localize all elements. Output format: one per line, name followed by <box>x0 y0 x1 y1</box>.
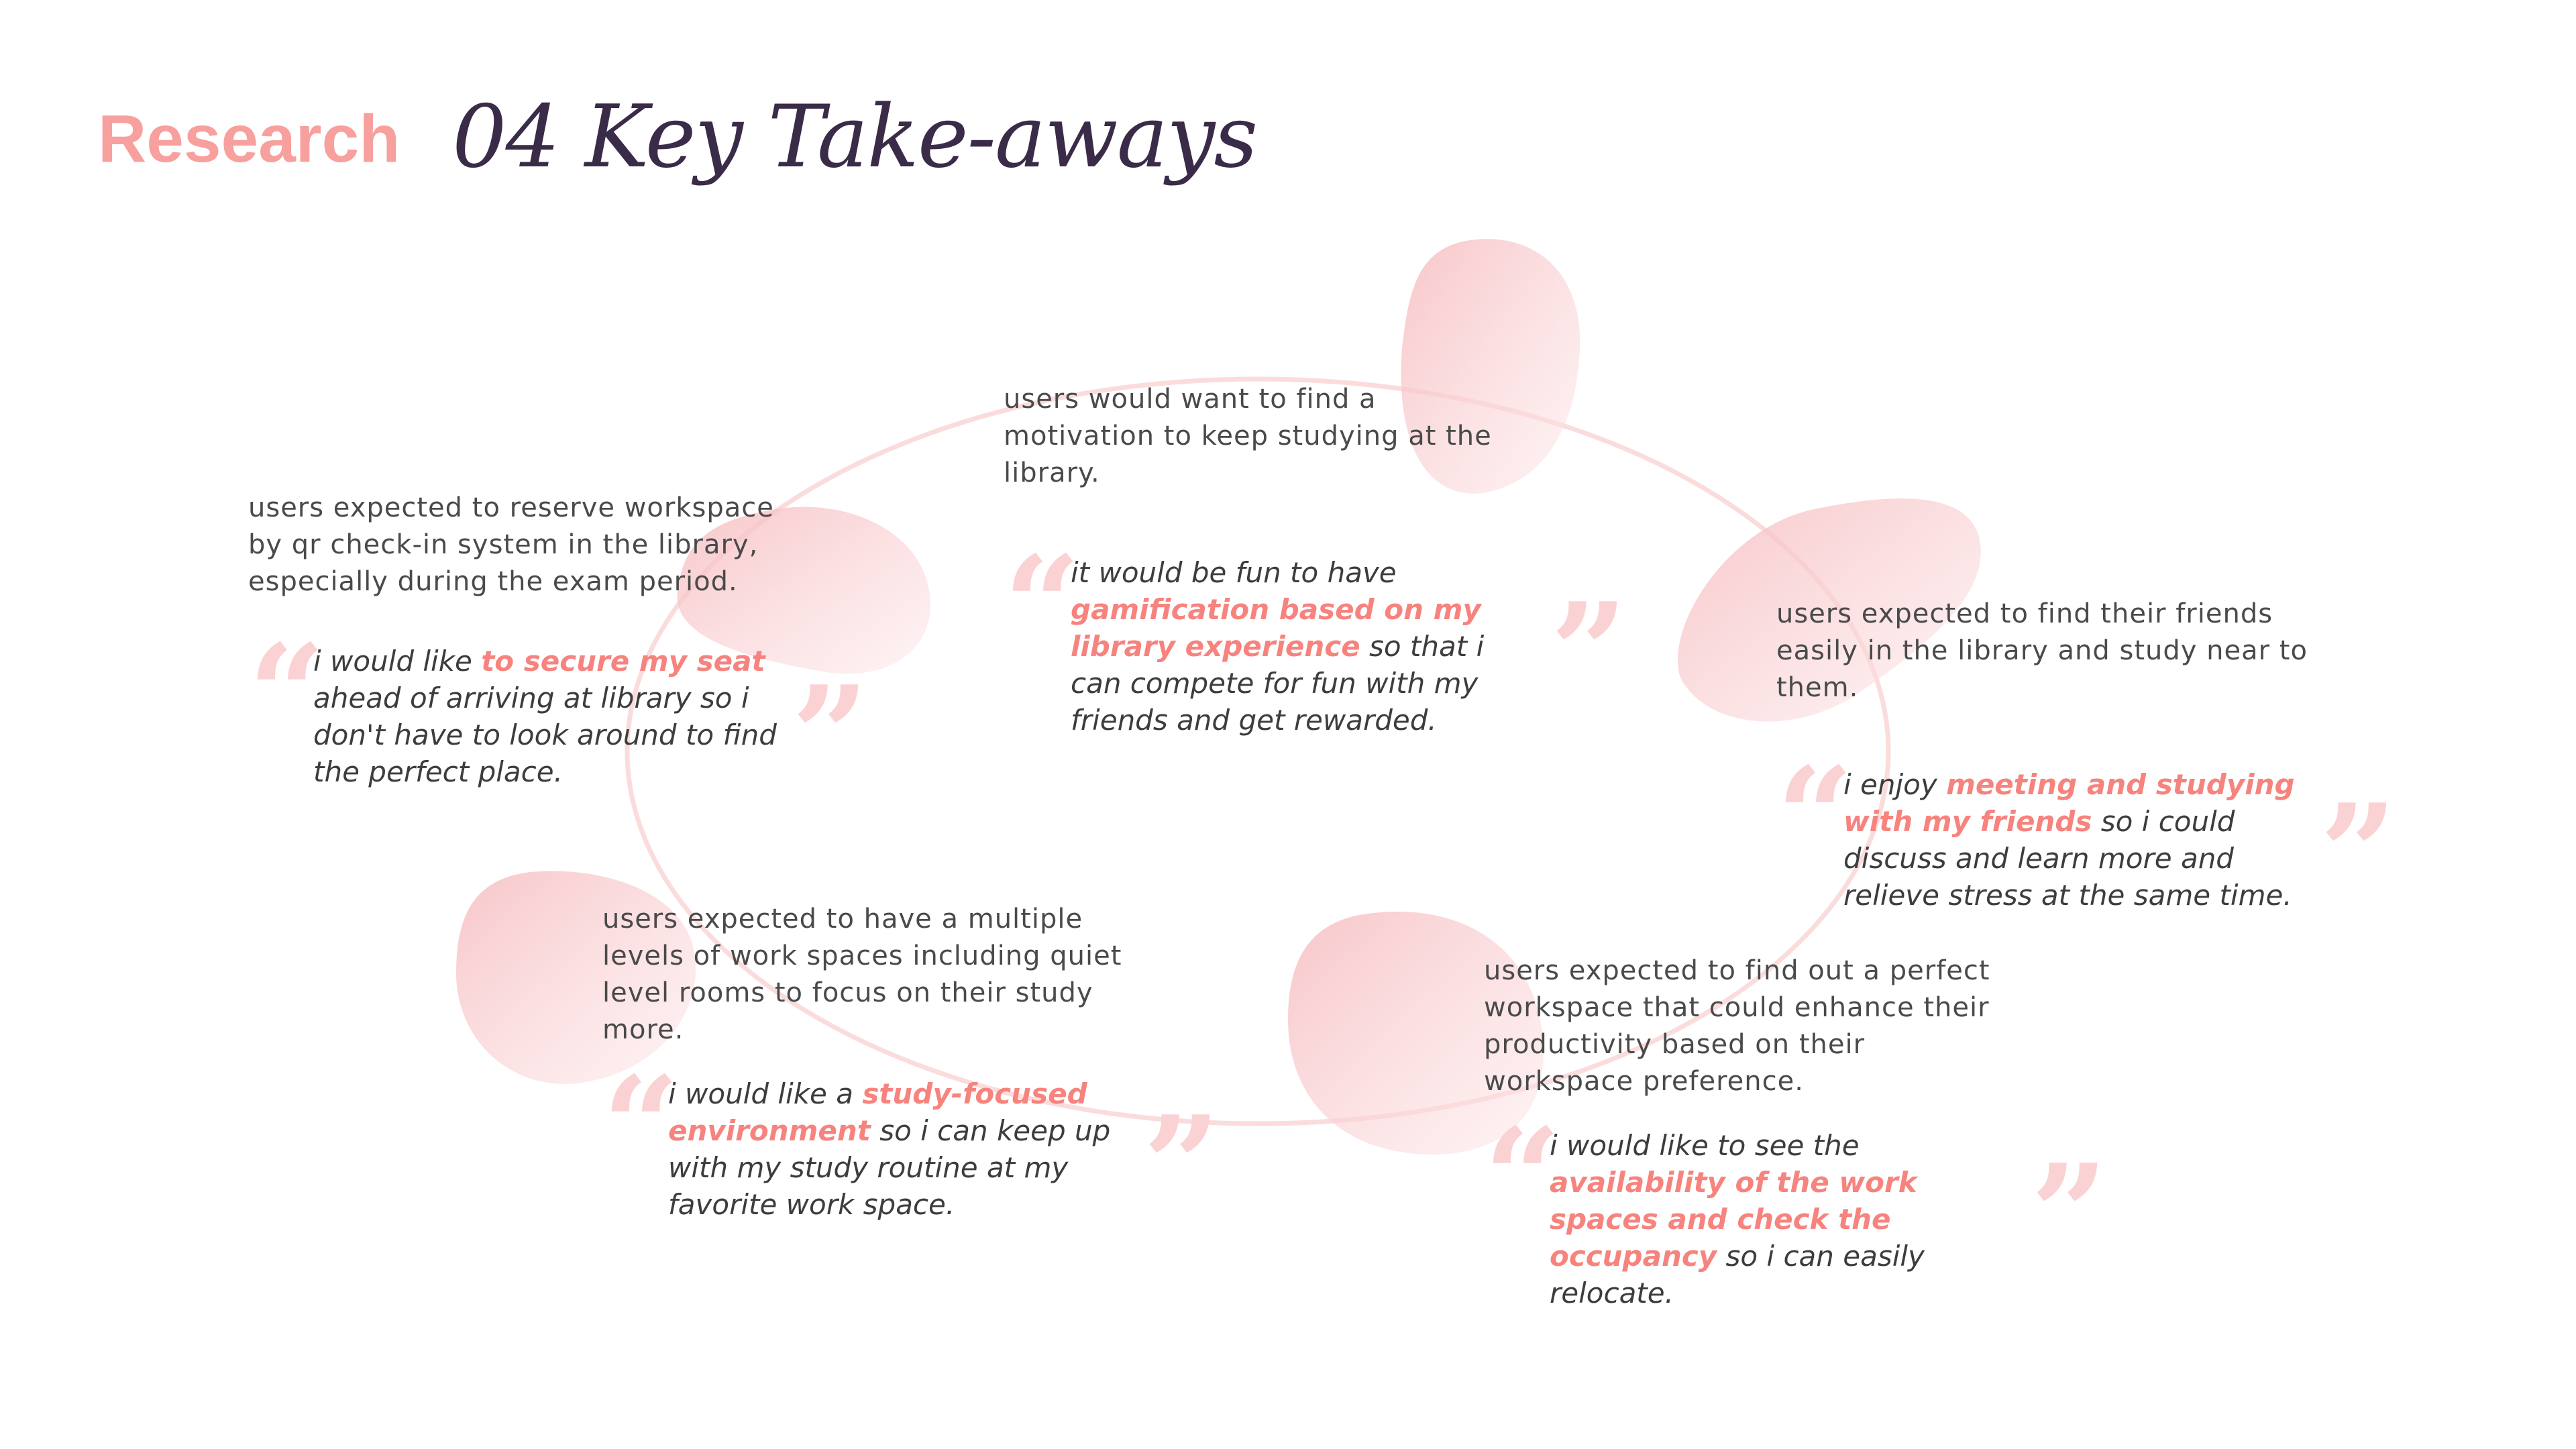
takeaway-quote <box>668 1075 1138 1223</box>
quote-text: so i can keep up with my study routine at my favorite work space. <box>668 1114 1111 1221</box>
takeaway-quote <box>1843 766 2313 914</box>
quote-text: i would like a <box>668 1077 863 1110</box>
takeaway-summary: users expected to find their friends easily in the library and study near to them. <box>1776 598 2308 703</box>
quote-text: i would like <box>313 645 482 678</box>
takeaway-availability <box>1484 953 2108 1309</box>
close-quote-icon: ” <box>2320 775 2398 932</box>
quote-text: it would be fun to have <box>1071 556 1397 589</box>
takeaway-summary: users expected to find out a perfect workspace that could enhance their productivity based on their workspace preference. <box>1484 955 1990 1097</box>
quote-text: ahead of arriving at library so i don't have to look around to find the perfect place. <box>313 682 777 788</box>
takeaway-friends <box>1776 596 2398 932</box>
quote-highlight: to secure my seat <box>481 645 765 678</box>
quote-text: so i can easily relocate. <box>1550 1240 1925 1309</box>
quote-text: so i could discuss and learn more and relieve stress at the same time. <box>1843 805 2292 912</box>
quote-highlight: gamification based on my library experience <box>1071 593 1481 663</box>
open-quote-icon: “ <box>1484 1099 1562 1256</box>
quote-highlight: availability of the work spaces and check the occupancy <box>1550 1166 1917 1273</box>
quote-text: i enjoy <box>1843 768 1947 801</box>
close-quote-icon: ” <box>1143 1087 1221 1244</box>
takeaway-summary: users expected to have a multiple levels of work spaces including quiet level rooms to focus on their study more. <box>602 904 1122 1045</box>
section-label: Research <box>98 101 400 176</box>
takeaway-quote <box>313 643 783 790</box>
takeaway-quote <box>1071 554 1540 739</box>
takeaway-summary: users expected to reserve workspace by qr check-in system in the library, especially during the exam period. <box>248 492 774 597</box>
takeaway-quote <box>1550 1127 2033 1311</box>
close-quote-icon: ” <box>2031 1135 2108 1293</box>
quote-highlight: meeting and studying with my friends <box>1843 768 2295 838</box>
open-quote-icon: “ <box>248 615 326 773</box>
open-quote-icon: “ <box>1004 527 1081 684</box>
quote-text: so that i can compete for fun with my friends and get rewarded. <box>1071 630 1485 737</box>
takeaway-gamification <box>1004 381 1628 757</box>
close-quote-icon: ” <box>1550 574 1628 731</box>
quote-highlight: study-focused environment <box>668 1077 1087 1147</box>
open-quote-icon: “ <box>1776 738 1854 896</box>
takeaway-qr-reservation <box>248 490 869 814</box>
quote-text: i would like to see the <box>1550 1129 1860 1162</box>
takeaway-quiet-levels <box>602 901 1221 1250</box>
page-title: 04 Key Take-aways <box>452 87 1256 187</box>
open-quote-icon: “ <box>602 1047 680 1205</box>
takeaway-summary: users would want to find a motivation to keep studying at the library. <box>1004 384 1492 488</box>
close-quote-icon: ” <box>792 657 869 814</box>
